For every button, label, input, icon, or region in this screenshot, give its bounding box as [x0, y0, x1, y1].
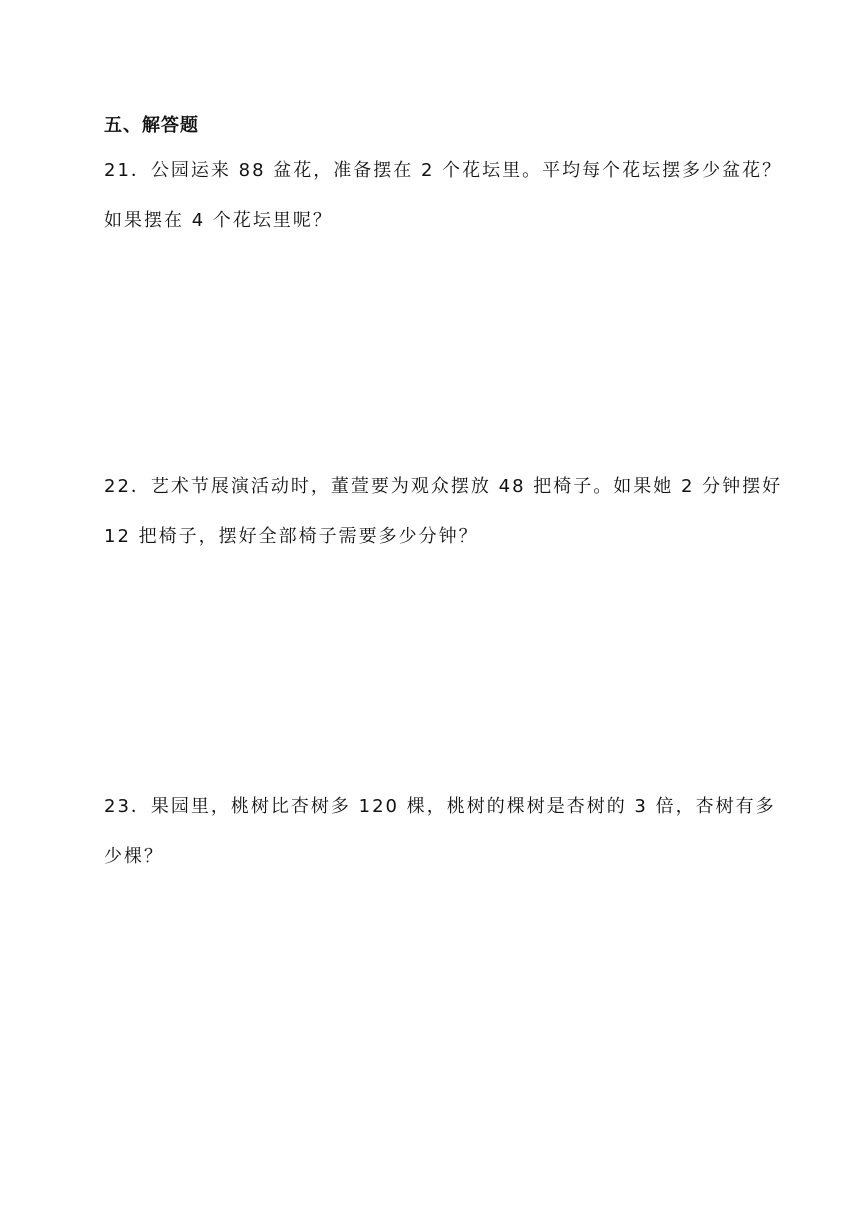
question-22 [104, 473, 784, 551]
question-text-line: 如果摆在 4 个花坛里呢？ [104, 210, 333, 231]
question-text-line: 少棵？ [104, 846, 164, 867]
question-text-line: 21．公园运来 88 盆花，准备摆在 2 个花坛里。平均每个花坛摆多少盆花？ [104, 160, 783, 181]
section-title: 五、解答题 [104, 115, 199, 136]
question-text-line: 22．艺术节展演活动时，董萱要为观众摆放 48 把椅子。如果她 2 分钟摆好 [104, 476, 783, 497]
question-23 [104, 793, 784, 871]
question-text-line: 23．果园里，桃树比杏树多 120 棵，桃树的棵树是杏树的 3 倍，杏树有多 [104, 796, 776, 817]
question-21 [104, 157, 784, 235]
question-text-line: 12 把椅子，摆好全部椅子需要多少分钟？ [104, 526, 479, 547]
